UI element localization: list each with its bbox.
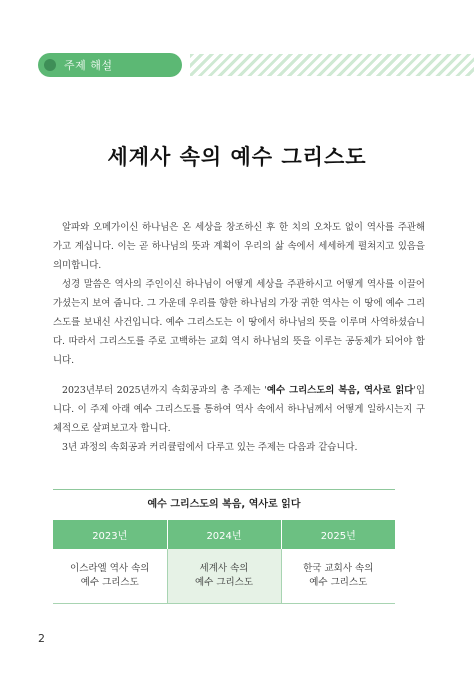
- header-band: [0, 0, 474, 90]
- decorative-stripes: [190, 54, 474, 76]
- paragraph-3: [53, 381, 425, 438]
- cell-2025-topic: [281, 549, 395, 604]
- cell-line: 예수 그리스도: [194, 577, 254, 588]
- cell-line: 예수 그리스도: [309, 577, 368, 588]
- paragraph-3-rest: '입니다. 이 주제 아래 예수 그리스도를 통하여 역사 속에서 하나님께서 어떻게 일하시는지 구체적으로 살펴보고자 합니다.: [53, 385, 426, 434]
- cell-2024-topic-highlighted: [167, 549, 281, 604]
- paragraph-3-lead: 2023년부터 2025년까지 속회공과의 총 주제는 ': [62, 385, 267, 396]
- column-header-2025: 2025년: [281, 520, 395, 549]
- page-number: 2: [38, 632, 45, 645]
- series-theme-bold: 예수 그리스도의 복음, 역사로 읽다: [266, 385, 414, 396]
- paragraph-4: 3년 과정의 속회공과 커리큘럼에서 다루고 있는 주제는 다음과 같습니다.: [62, 442, 358, 453]
- paragraph-2: 성경 말씀은 역사의 주인이신 하나님이 어떻게 세상을 주관하시고 어떻게 역사를 이끌어 가셨는지 보여 줍니다. 그 가운데 우리를 향한 하나님의 가장 귀한 역사는 이 땅에 예수 그리스도를 보내신 사건입니다. 예수 그리스도는 이 땅에서 하나님의 뜻을 이루며 사역하셨습니다. 따라서 그리스도를 주로 고백하는 교회 역시 하나님의 뜻을 이루는 공동체가 되어야 합니다.: [53, 279, 425, 366]
- cell-line: 세계사 속의: [199, 563, 249, 574]
- topic-label: 주제 해설: [64, 59, 113, 72]
- column-header-2023: 2023년: [53, 520, 167, 549]
- body-text: [53, 218, 425, 457]
- table-row: [53, 549, 395, 604]
- bullet-dot-icon: [44, 59, 56, 71]
- paragraph-1: 알파와 오메가이신 하나님은 온 세상을 창조하신 후 한 치의 오차도 없이 역사를 주관해 가고 계십니다. 이는 곧 하나님의 뜻과 계획이 우리의 삶 속에서 세세하게 펼쳐지고 있음을 의미합니다.: [53, 222, 425, 271]
- cell-2023-topic: [53, 549, 167, 604]
- cell-line: 예수 그리스도: [80, 577, 139, 588]
- cell-line: 한국 교회사 속의: [303, 563, 374, 574]
- cell-line: 이스라엘 역사 속의: [70, 563, 150, 574]
- page-title: 세계사 속의 예수 그리스도: [107, 145, 367, 169]
- table-header-row: [53, 520, 395, 549]
- curriculum-table: [53, 489, 395, 604]
- table-title: 예수 그리스도의 복음, 역사로 읽다: [53, 489, 395, 520]
- curriculum-grid: [53, 520, 395, 604]
- column-header-2024: 2024년: [167, 520, 281, 549]
